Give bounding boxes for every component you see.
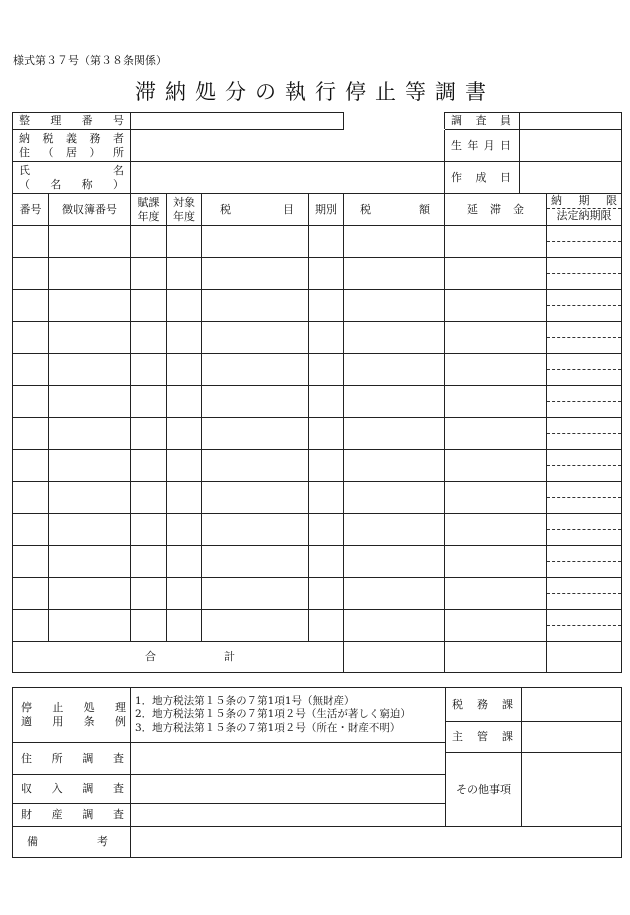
cell-taisho-nendo[interactable] bbox=[167, 386, 202, 418]
lower-row-1 bbox=[13, 688, 622, 722]
cell-zeigaku[interactable] bbox=[344, 610, 445, 642]
cell-entaikin[interactable] bbox=[445, 258, 547, 290]
table-row bbox=[13, 418, 622, 450]
cell-taisho-nendo[interactable] bbox=[167, 450, 202, 482]
table-row bbox=[13, 450, 622, 482]
nozei-gimusha-label: 納 税 義 務 者 bbox=[19, 131, 124, 145]
tekiyo-jorei-label: 適 用 条 例 bbox=[21, 715, 126, 728]
cell-zeimoku[interactable] bbox=[202, 290, 309, 322]
shimei-field[interactable] bbox=[131, 162, 445, 194]
cell-hotei-noki-value[interactable] bbox=[547, 274, 621, 290]
cell-noki-value[interactable] bbox=[547, 386, 621, 402]
cell-entaikin[interactable] bbox=[445, 546, 547, 578]
seiri-bango-label: 整 理 番 号 bbox=[19, 114, 124, 128]
cell-noki[interactable] bbox=[547, 258, 622, 290]
table-row bbox=[13, 578, 622, 610]
total-entaikin[interactable] bbox=[445, 642, 547, 673]
cell-zeigaku[interactable] bbox=[344, 450, 445, 482]
table-row bbox=[13, 258, 622, 290]
table-row bbox=[13, 546, 622, 578]
cell-zeimoku[interactable] bbox=[202, 322, 309, 354]
cell-kibetsu[interactable] bbox=[309, 610, 344, 642]
cell-hotei-noki-value[interactable] bbox=[547, 498, 621, 514]
cell-noki[interactable] bbox=[547, 322, 622, 354]
cell-choshu-bo-bango[interactable] bbox=[49, 482, 131, 514]
cell-entaikin[interactable] bbox=[445, 514, 547, 546]
cell-zeimoku[interactable] bbox=[202, 386, 309, 418]
cell-zeigaku[interactable] bbox=[344, 290, 445, 322]
shukanka-field[interactable] bbox=[522, 722, 622, 753]
cell-fuka-nendo[interactable] bbox=[131, 354, 167, 386]
cell-entaikin[interactable] bbox=[445, 354, 547, 386]
cell-taisho-nendo[interactable] bbox=[167, 354, 202, 386]
cell-noki[interactable] bbox=[547, 354, 622, 386]
cell-choshu-bo-bango[interactable] bbox=[49, 226, 131, 258]
cell-hotei-noki-value[interactable] bbox=[547, 306, 621, 322]
col-choshu-bo-bango: 徴収簿番号 bbox=[49, 194, 131, 226]
cell-zeigaku[interactable] bbox=[344, 546, 445, 578]
cell-noki[interactable] bbox=[547, 546, 622, 578]
table-row bbox=[13, 290, 622, 322]
cell-choshu-bo-bango[interactable] bbox=[49, 418, 131, 450]
cell-zeigaku[interactable] bbox=[344, 226, 445, 258]
jusho-label: 住 （ 居 ） 所 bbox=[19, 145, 124, 159]
cell-entaikin[interactable] bbox=[445, 322, 547, 354]
cell-taisho-nendo[interactable] bbox=[167, 226, 202, 258]
table-row bbox=[13, 514, 622, 546]
col-hotei-noki-label: 法定納期限 bbox=[556, 208, 612, 222]
cell-zeigaku[interactable] bbox=[344, 418, 445, 450]
cell-zeimoku[interactable] bbox=[202, 610, 309, 642]
cell-bango[interactable] bbox=[13, 418, 49, 450]
cell-entaikin[interactable] bbox=[445, 418, 547, 450]
cell-bango[interactable] bbox=[13, 610, 49, 642]
table-row bbox=[13, 322, 622, 354]
cell-fuka-nendo[interactable] bbox=[131, 514, 167, 546]
cell-noki-value[interactable] bbox=[547, 482, 621, 498]
cell-noki-value[interactable] bbox=[547, 418, 621, 434]
cell-noki[interactable] bbox=[547, 450, 622, 482]
cell-noki-value[interactable] bbox=[547, 354, 621, 370]
cell-hotei-noki-value[interactable] bbox=[547, 562, 621, 578]
col-taisho-nendo: 対象 年度 bbox=[167, 194, 202, 226]
cell-choshu-bo-bango[interactable] bbox=[49, 386, 131, 418]
col-kibetsu: 期別 bbox=[309, 194, 344, 226]
cell-bango[interactable] bbox=[13, 482, 49, 514]
col-noki-label: 納 期 限 bbox=[547, 194, 621, 209]
col-fuka-nendo: 賦課 年度 bbox=[131, 194, 167, 226]
cell-taisho-nendo[interactable] bbox=[167, 482, 202, 514]
cell-hotei-noki-value[interactable] bbox=[547, 338, 621, 354]
cell-entaikin[interactable] bbox=[445, 578, 547, 610]
cell-noki[interactable] bbox=[547, 386, 622, 418]
cell-taisho-nendo[interactable] bbox=[167, 418, 202, 450]
col-zeigaku: 税 額 bbox=[344, 194, 445, 226]
cell-entaikin[interactable] bbox=[445, 226, 547, 258]
cell-noki[interactable] bbox=[547, 418, 622, 450]
reason-3[interactable]: 3．地方税法第１５条の７第1項２号（所在・財産不明） bbox=[135, 721, 401, 734]
cell-fuka-nendo[interactable] bbox=[131, 546, 167, 578]
cell-noki-value[interactable] bbox=[547, 258, 621, 274]
header-gap bbox=[344, 113, 445, 130]
seiri-bango-field[interactable] bbox=[131, 113, 344, 130]
cell-zeimoku[interactable] bbox=[202, 418, 309, 450]
cell-bango[interactable] bbox=[13, 258, 49, 290]
reason-2[interactable]: 2．地方税法第１５条の７第1項２号（生活が著しく窮迫） bbox=[135, 708, 411, 721]
cell-entaikin[interactable] bbox=[445, 610, 547, 642]
cell-zeigaku[interactable] bbox=[344, 514, 445, 546]
reason-1[interactable]: 1．地方税法第１５条の７第1項1号（無財産） bbox=[135, 694, 355, 707]
cell-hotei-noki-value[interactable] bbox=[547, 466, 621, 482]
biko-field[interactable] bbox=[131, 827, 622, 858]
cell-zeimoku[interactable] bbox=[202, 354, 309, 386]
cell-fuka-nendo[interactable] bbox=[131, 610, 167, 642]
cell-zeigaku[interactable] bbox=[344, 482, 445, 514]
cell-bango[interactable] bbox=[13, 546, 49, 578]
cell-hotei-noki-value[interactable] bbox=[547, 242, 621, 258]
cell-noki-value[interactable] bbox=[547, 514, 621, 530]
cell-noki[interactable] bbox=[547, 482, 622, 514]
cell-kibetsu[interactable] bbox=[309, 354, 344, 386]
cell-fuka-nendo[interactable] bbox=[131, 322, 167, 354]
cell-zeimoku[interactable] bbox=[202, 226, 309, 258]
cell-noki-value[interactable] bbox=[547, 546, 621, 562]
cell-choshu-bo-bango[interactable] bbox=[49, 354, 131, 386]
cell-zeigaku[interactable] bbox=[344, 322, 445, 354]
cell-taisho-nendo[interactable] bbox=[167, 610, 202, 642]
reasons-list[interactable] bbox=[131, 688, 446, 743]
page-title: 滞納処分の執行停止等調書 bbox=[135, 80, 495, 104]
cell-choshu-bo-bango[interactable] bbox=[49, 578, 131, 610]
cell-bango[interactable] bbox=[13, 226, 49, 258]
teishi-shori-label: 停 止 処 理 bbox=[21, 701, 126, 715]
cell-fuka-nendo[interactable] bbox=[131, 258, 167, 290]
lower-table bbox=[12, 687, 622, 858]
cell-noki[interactable] bbox=[547, 290, 622, 322]
cell-zeimoku[interactable] bbox=[202, 546, 309, 578]
cell-fuka-nendo[interactable] bbox=[131, 450, 167, 482]
sonota-label: その他事項 bbox=[446, 753, 522, 827]
cell-bango[interactable] bbox=[13, 578, 49, 610]
col-noki bbox=[547, 194, 622, 226]
table-row bbox=[13, 226, 622, 258]
total-row bbox=[13, 642, 622, 673]
meisho-label: （ 名 称 ） bbox=[19, 177, 124, 191]
cell-choshu-bo-bango[interactable] bbox=[49, 258, 131, 290]
cell-bango[interactable] bbox=[13, 290, 49, 322]
col-entaikin: 延 滞 金 bbox=[445, 194, 547, 226]
table-row bbox=[13, 610, 622, 642]
jusho-field[interactable] bbox=[131, 130, 445, 162]
cell-kibetsu[interactable] bbox=[309, 258, 344, 290]
header-row-3 bbox=[13, 162, 622, 194]
seinengappi-field[interactable] bbox=[520, 130, 622, 162]
cell-entaikin[interactable] bbox=[445, 386, 547, 418]
cell-kibetsu[interactable] bbox=[309, 418, 344, 450]
cell-fuka-nendo[interactable] bbox=[131, 482, 167, 514]
cell-hotei-noki-value[interactable] bbox=[547, 434, 621, 450]
cell-taisho-nendo[interactable] bbox=[167, 578, 202, 610]
cell-choshu-bo-bango[interactable] bbox=[49, 610, 131, 642]
table-row bbox=[13, 354, 622, 386]
cell-zeimoku[interactable] bbox=[202, 578, 309, 610]
cell-taisho-nendo[interactable] bbox=[167, 322, 202, 354]
seinengappi-label: 生 年 月 日 bbox=[451, 138, 511, 152]
shunyu-chosa-label: 収 入 調 査 bbox=[21, 782, 124, 796]
cell-bango[interactable] bbox=[13, 514, 49, 546]
cell-fuka-nendo[interactable] bbox=[131, 290, 167, 322]
cell-zeigaku[interactable] bbox=[344, 354, 445, 386]
lower-row-7 bbox=[13, 827, 622, 858]
main-table bbox=[12, 112, 622, 673]
cell-kibetsu[interactable] bbox=[309, 514, 344, 546]
cell-noki-value[interactable] bbox=[547, 290, 621, 306]
table-row bbox=[13, 386, 622, 418]
zeimuka-field[interactable] bbox=[522, 688, 622, 722]
cell-fuka-nendo[interactable] bbox=[131, 386, 167, 418]
cell-choshu-bo-bango[interactable] bbox=[49, 546, 131, 578]
cell-noki-value[interactable] bbox=[547, 610, 621, 626]
cell-zeimoku[interactable] bbox=[202, 450, 309, 482]
total-label: 合 計 bbox=[13, 642, 344, 673]
header-row-1 bbox=[13, 113, 622, 130]
cell-choshu-bo-bango[interactable] bbox=[49, 322, 131, 354]
shunyu-chosa-field[interactable] bbox=[131, 775, 446, 804]
sakusei-bi-label: 作 成 日 bbox=[451, 170, 511, 184]
cell-fuka-nendo[interactable] bbox=[131, 226, 167, 258]
cell-zeigaku[interactable] bbox=[344, 258, 445, 290]
jusho-chosa-label: 住 所 調 査 bbox=[21, 751, 124, 765]
cell-fuka-nendo[interactable] bbox=[131, 418, 167, 450]
cell-bango[interactable] bbox=[13, 354, 49, 386]
header-row-2 bbox=[13, 130, 622, 162]
cell-zeigaku[interactable] bbox=[344, 386, 445, 418]
table-row bbox=[13, 482, 622, 514]
cell-entaikin[interactable] bbox=[445, 290, 547, 322]
cell-noki[interactable] bbox=[547, 514, 622, 546]
cell-kibetsu[interactable] bbox=[309, 226, 344, 258]
chosain-field[interactable] bbox=[520, 113, 622, 130]
cell-entaikin[interactable] bbox=[445, 482, 547, 514]
cell-choshu-bo-bango[interactable] bbox=[49, 450, 131, 482]
form-id: 様式第３７号（第３８条関係） bbox=[13, 54, 167, 67]
cell-kibetsu[interactable] bbox=[309, 290, 344, 322]
cell-hotei-noki-value[interactable] bbox=[547, 530, 621, 546]
zaisan-chosa-field[interactable] bbox=[131, 804, 446, 827]
cell-kibetsu[interactable] bbox=[309, 386, 344, 418]
cell-hotei-noki-value[interactable] bbox=[547, 626, 621, 642]
col-bango: 番号 bbox=[13, 194, 49, 226]
cell-hotei-noki-value[interactable] bbox=[547, 370, 621, 386]
cell-taisho-nendo[interactable] bbox=[167, 258, 202, 290]
cell-fuka-nendo[interactable] bbox=[131, 578, 167, 610]
shimei-label: 氏 名 bbox=[19, 163, 124, 177]
cell-zeimoku[interactable] bbox=[202, 482, 309, 514]
cell-noki[interactable] bbox=[547, 610, 622, 642]
total-noki bbox=[547, 642, 622, 673]
cell-hotei-noki-value[interactable] bbox=[547, 402, 621, 418]
cell-noki[interactable] bbox=[547, 578, 622, 610]
cell-kibetsu[interactable] bbox=[309, 482, 344, 514]
cell-choshu-bo-bango[interactable] bbox=[49, 290, 131, 322]
cell-kibetsu[interactable] bbox=[309, 546, 344, 578]
zaisan-chosa-label: 財 産 調 査 bbox=[21, 808, 124, 822]
cell-noki-value[interactable] bbox=[547, 578, 621, 594]
cell-noki[interactable] bbox=[547, 226, 622, 258]
cell-taisho-nendo[interactable] bbox=[167, 290, 202, 322]
biko-label: 備 考 bbox=[27, 835, 108, 849]
zeimuka-label: 税 務 課 bbox=[452, 697, 513, 711]
cell-kibetsu[interactable] bbox=[309, 578, 344, 610]
cell-taisho-nendo[interactable] bbox=[167, 514, 202, 546]
cell-hotei-noki-value[interactable] bbox=[547, 594, 621, 610]
sonota-field[interactable] bbox=[522, 753, 622, 827]
cell-noki-value[interactable] bbox=[547, 226, 621, 242]
cell-kibetsu[interactable] bbox=[309, 322, 344, 354]
sakusei-bi-field[interactable] bbox=[520, 162, 622, 194]
jusho-chosa-field[interactable] bbox=[131, 743, 446, 775]
column-header-row bbox=[13, 194, 622, 226]
cell-zeimoku[interactable] bbox=[202, 258, 309, 290]
cell-bango[interactable] bbox=[13, 450, 49, 482]
cell-kibetsu[interactable] bbox=[309, 450, 344, 482]
cell-bango[interactable] bbox=[13, 322, 49, 354]
cell-noki-value[interactable] bbox=[547, 450, 621, 466]
chosain-label: 調 査 員 bbox=[451, 114, 511, 128]
cell-noki-value[interactable] bbox=[547, 322, 621, 338]
cell-entaikin[interactable] bbox=[445, 450, 547, 482]
cell-bango[interactable] bbox=[13, 386, 49, 418]
cell-zeimoku[interactable] bbox=[202, 514, 309, 546]
shukanka-label: 主 管 課 bbox=[452, 730, 513, 744]
total-zeigaku[interactable] bbox=[344, 642, 445, 673]
col-zeimoku: 税 目 bbox=[202, 194, 309, 226]
cell-choshu-bo-bango[interactable] bbox=[49, 514, 131, 546]
cell-taisho-nendo[interactable] bbox=[167, 546, 202, 578]
cell-zeigaku[interactable] bbox=[344, 578, 445, 610]
